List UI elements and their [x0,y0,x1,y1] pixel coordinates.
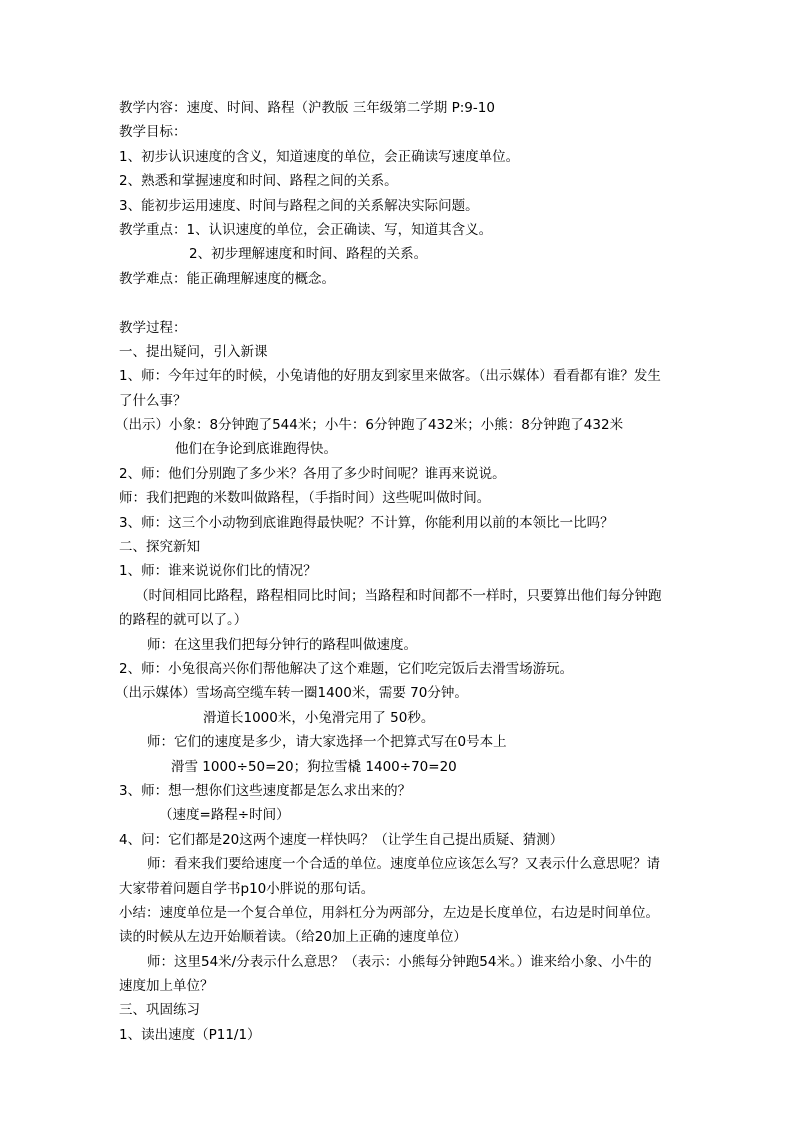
blank-line [119,291,689,315]
text-line: 师：在这里我们把每分钟行的路程叫做速度。 [147,636,417,653]
lesson-plan-document [115,96,689,1047]
text-line: 2、师：小兔很高兴你们帮他解决了这个难题，它们吃完饭后去滑雪场游玩。 [119,660,574,677]
text-line: 了什么事？ [119,392,187,409]
text-line: 师：我们把跑的米数叫做路程，（手指时间）这些呢叫做时间。 [119,490,491,507]
text-line: 师：它们的速度是多少，请大家选择一个把算式写在0号本上 [147,734,507,751]
text-line: 小结：速度单位是一个复合单位，用斜杠分为两部分，左边是长度单位，右边是时间单位。 [119,904,659,921]
text-line: 教学目标： [119,124,187,141]
text-line: 3、师：想一想你们这些速度都是怎么求出来的？ [119,782,412,799]
text-line: 二、探究新知 [119,539,200,556]
text-line: 2、熟悉和掌握速度和时间、路程之间的关系。 [119,173,398,190]
text-line: （速度=路程÷时间） [159,807,290,824]
text-line: （出示媒体）雪场高空缆车转一圈1400米，需要 70分钟。 [115,685,468,702]
text-line: 滑雪 1000÷50=20；狗拉雪橇 1400÷70=20 [171,758,457,775]
text-line: 4、问：它们都是20这两个速度一样快吗？（让学生自己提出质疑、猜测） [119,831,564,848]
text-line: 教学内容：速度、时间、路程（沪教版 三年级第二学期 P:9-10 [119,100,495,116]
text-line: 2、初步理解速度和时间、路程的关系。 [189,246,428,263]
text-line: 读的时候从左边开始顺着读。（给20加上正确的速度单位） [119,929,467,946]
text-line: 滑道长1000米，小兔滑完用了 50秒。 [203,709,435,726]
text-line: 师：看来我们要给速度一个合适的单位。速度单位应该怎么写？又表示什么意思呢？请 [147,856,660,873]
text-line: 速度加上单位？ [119,978,214,995]
text-line: 他们在争论到底谁跑得快。 [175,441,337,458]
text-line: 师：这里54米/分表示什么意思？（表示：小熊每分钟跑54米。）谁来给小象、小牛的 [147,953,652,970]
text-line: （时间相同比路程，路程相同比时间；当路程和时间都不一样时，只要算出他们每分钟跑 [135,587,662,604]
text-line: 2、师：他们分别跑了多少米？各用了多少时间呢？谁再来说说。 [119,465,506,482]
text-line: 一、提出疑问，引入新课 [119,343,268,360]
text-line: 三、巩固练习 [119,1002,200,1019]
text-line: 1、读出速度（P11/1） [119,1026,261,1043]
text-line: 教学难点：能正确理解速度的概念。 [119,270,335,287]
text-line: 教学过程： [119,319,187,336]
text-line: 大家带着问题自学书p10小胖说的那句话。 [119,880,375,897]
text-line: 1、师：今年过年的时候，小兔请他的好朋友到家里来做客。（出示媒体）看看都有谁？发生 [119,368,661,385]
text-line: 3、师：这三个小动物到底谁跑得最快呢？不计算，你能利用以前的本领比一比吗？ [119,514,614,531]
text-line: 3、能初步运用速度、时间与路程之间的关系解决实际问题。 [119,197,479,214]
text-line: 1、师：谁来说说你们比的情况？ [119,563,317,580]
text-line: （出示）小象：8分钟跑了544米；小牛：6分钟跑了432米；小熊：8分钟跑了432米 [115,417,624,434]
text-line: 1、初步认识速度的含义，知道速度的单位，会正确读写速度单位。 [119,148,520,165]
text-line: 的路程的就可以了。） [119,612,248,629]
text-line: 教学重点：1、认识速度的单位，会正确读、写，知道其含义。 [119,221,493,238]
